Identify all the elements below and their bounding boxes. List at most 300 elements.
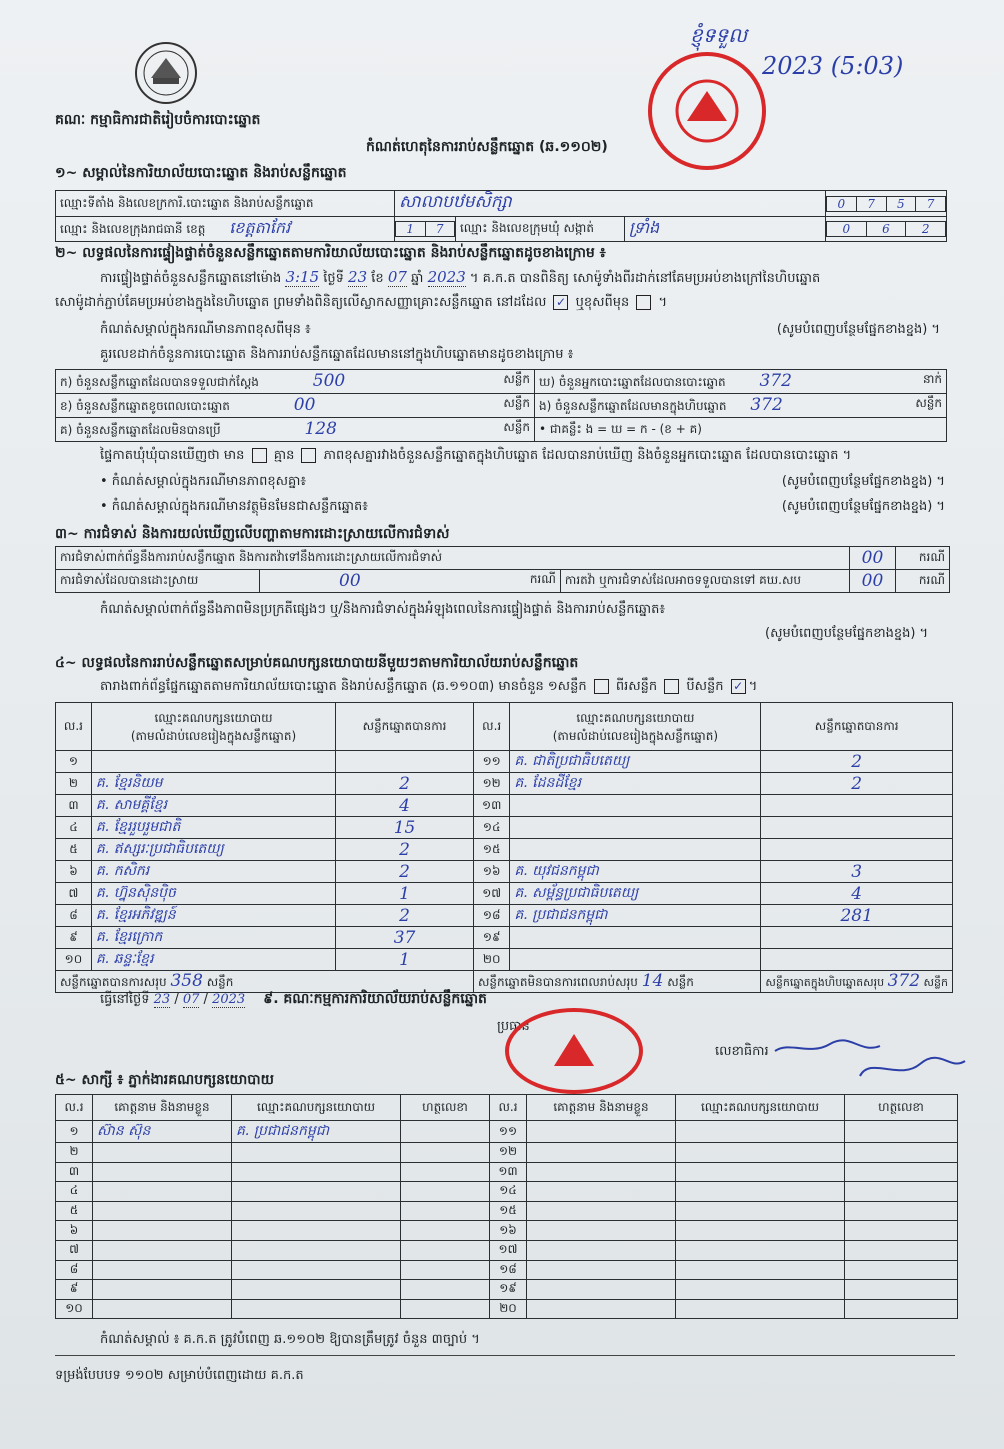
party-name: គ. ឆន្ទៈខ្មែរ <box>91 949 335 971</box>
table-row <box>56 883 953 905</box>
witness-col-party-right: ឈ្មោះគណបក្សនយោបាយ <box>676 1095 845 1121</box>
one-sheet-checkbox[interactable] <box>594 679 609 694</box>
witness-party <box>676 1182 845 1202</box>
location-label: ឈ្មោះទីតាំង និងលេខក្រការិ.បោះឆ្នោត និងរាប់សន្លឹកឆ្នោត <box>56 191 395 217</box>
witness-party <box>232 1201 401 1221</box>
location-value: សាលាបឋមសិក្សា <box>395 191 826 217</box>
witness-no: ៣ <box>56 1162 93 1182</box>
witness-signature <box>401 1240 490 1260</box>
witness-name <box>93 1240 232 1260</box>
witness-col-sign-right: ហត្ថលេខា <box>845 1095 958 1121</box>
witness-col-sign: ហត្ថលេខា <box>401 1095 490 1121</box>
party-no: ២០ <box>473 949 509 971</box>
witness-note: កំណត់សម្គាល់ ៖ គ.ក.ត ត្រូវបំពេញ ឆ.១១០២ ឱ្យបានត្រឹមត្រូវ ចំនួន ៣ច្បាប់ ។ <box>100 1332 480 1347</box>
table-row <box>56 949 953 971</box>
irregularity-note: កំណត់សម្គាល់ពាក់ព័ន្ធនឹងភាពមិនប្រក្រតីផ្សេងៗ ឬ/និងការជំទាស់ក្នុងអំឡុងពេលនៃការផ្ទៀងផ្ទាត់ និងការរាប់សន្លឹកឆ្នោត៖ <box>100 602 666 617</box>
total-invalid-value: 14 <box>641 971 664 991</box>
ballot-row-label: ខ) ចំនួនសន្លឹកឆ្នោតខូចពេលបោះឆ្នោត <box>60 399 230 413</box>
party-votes <box>761 927 953 949</box>
witness-party <box>676 1201 845 1221</box>
secretary-label: លេខាធិការ <box>715 1044 769 1059</box>
ballot-row-value2: 372 <box>750 395 783 415</box>
witness-no: ១៦ <box>490 1221 527 1241</box>
party-results-table <box>55 702 953 993</box>
party-name <box>510 839 761 861</box>
party-votes <box>761 795 953 817</box>
witness-signature <box>845 1201 958 1221</box>
nec-logo-icon <box>133 40 199 106</box>
discrepancy-no-checkbox[interactable] <box>301 448 316 463</box>
bullet-foreign-label: • កំណត់សម្គាល់ក្នុងករណីមានវត្ថុមិនមែនជាសន្លឹកឆ្នោត៖ <box>100 499 368 514</box>
witness-signature <box>845 1299 958 1319</box>
ballot-row-value: 500 <box>312 371 346 391</box>
witness-party <box>232 1162 401 1182</box>
commune-code-digit: 6 <box>866 222 906 237</box>
party-no: ៧ <box>56 883 92 905</box>
col-no-right: ល.រ <box>473 703 509 751</box>
witness-col-name-right: គោត្តនាម និងនាមខ្លួន <box>527 1095 676 1121</box>
verification-line <box>100 270 820 286</box>
party-no: ៥ <box>56 839 92 861</box>
witness-party <box>232 1299 401 1319</box>
different-checkbox[interactable] <box>636 295 651 310</box>
witness-no: ២០ <box>490 1299 527 1319</box>
party-votes: 1 <box>336 883 474 905</box>
ballot-formula: • ជាគន្លឹះ ង = ឃ = ក - (ខ + គ) <box>535 418 947 442</box>
col-party-title-right: ឈ្មោះគណបក្សនយោបាយ <box>576 710 695 725</box>
two-sheet-label: ពីរសន្លឹក <box>615 679 658 694</box>
ballot-row-unit: សន្លឹក <box>503 420 530 434</box>
witness-col-party: ឈ្មោះគណបក្សនយោបាយ <box>232 1095 401 1121</box>
witness-signature <box>845 1240 958 1260</box>
discrepancy-text: ផ្ទៃកាតឃុំឃុំបានឃើញថា មាន <box>100 448 245 463</box>
witness-name <box>527 1143 676 1163</box>
witness-signature <box>401 1121 490 1143</box>
province-label-text: ឈ្មោះ និងលេខក្រុងរាជធានី ខេត្ត <box>60 222 206 236</box>
stamp-emblem-icon <box>672 76 742 146</box>
complaints-value: 00 <box>849 547 895 570</box>
witness-no: ៧ <box>56 1240 93 1260</box>
province-code-digit: 7 <box>425 222 455 237</box>
ballot-row-unit2: នាក់ <box>922 372 942 386</box>
resolved-label: ការជំទាស់ដែលបានដោះស្រាយ <box>56 570 260 593</box>
witness-name <box>527 1280 676 1300</box>
signing-day: 23 <box>153 992 171 1007</box>
witness-no: ២ <box>56 1143 93 1163</box>
location-code-digit: 0 <box>827 196 857 211</box>
party-name: គ. ហ្វ៊ុនស៊ិនប៉ិច <box>91 883 335 905</box>
party-votes: 2 <box>336 861 474 883</box>
difference-note-label: កំណត់សម្គាល់ក្នុងករណីមានភាពខុសពីមុន ៖ <box>100 322 311 337</box>
party-name: គ. ខ្មែរអភិវឌ្ឍន៍ <box>91 905 335 927</box>
witness-party <box>232 1143 401 1163</box>
table-row <box>56 839 953 861</box>
witness-no: ៥ <box>56 1201 93 1221</box>
ballot-row-unit2: សន្លឹក <box>915 396 942 410</box>
day-label: ថ្ងៃទី <box>323 271 344 286</box>
witness-name <box>93 1260 232 1280</box>
table-row <box>56 795 953 817</box>
irregularity-note-suffix: (សូមបំពេញបន្ថែមផ្នែកខាងខ្នង) ។ <box>765 626 929 641</box>
table-row <box>56 1143 958 1163</box>
table-row <box>56 751 953 773</box>
commune-code-digit: 2 <box>906 222 946 237</box>
witness-party <box>676 1143 845 1163</box>
total-valid <box>56 971 474 993</box>
org-name: គណៈ កម្មាធិការជាតិរៀបចំការបោះឆ្នោត <box>55 112 261 128</box>
col-party <box>91 703 335 751</box>
month-label: ខែ <box>371 271 384 286</box>
witness-signature <box>401 1221 490 1241</box>
received-time: 2023 (5:03) <box>762 52 904 80</box>
form-footer: ទម្រង់បែបបទ ១១០២ សម្រាប់បំពេញដោយ គ.ក.ត <box>55 1368 304 1383</box>
discrepancy-tail: ភាពខុសគ្នារវាងចំនួនសន្លឹកឆ្នោតក្នុងហិបឆ្នោត ដែលបានរាប់ឃើញ និងចំនួនអ្នកបោះឆ្នោត ដែលបានបោះឆ្នោត ។ <box>323 448 852 463</box>
table-row <box>56 1280 958 1300</box>
party-votes: 37 <box>336 927 474 949</box>
verification-text-b: ។ គ.ក.ត បានពិនិត្យ សោម៉ូទាំងពីរដាក់នៅគែមប្រអប់ខាងក្រៅនៃហិបឆ្នោត <box>469 271 821 286</box>
witness-name <box>93 1299 232 1319</box>
location-code-digit: 7 <box>856 196 886 211</box>
witness-no: ១៧ <box>490 1240 527 1260</box>
witness-party <box>232 1240 401 1260</box>
resolved-unit: ករណី <box>529 572 556 586</box>
resolved-value: 00 <box>339 571 361 591</box>
party-votes <box>336 751 474 773</box>
party-no: ១៦ <box>473 861 509 883</box>
party-no: ១៤ <box>473 817 509 839</box>
party-votes: 4 <box>336 795 474 817</box>
party-no: ៣ <box>56 795 92 817</box>
ballot-row-unit: សន្លឹក <box>503 372 530 386</box>
bullet-foreign-suffix: (សូមបំពេញបន្ថែមផ្នែកខាងខ្នង) ។ <box>781 499 945 514</box>
form-title: កំណត់ហេតុនៃការរាប់សន្លឹកឆ្នោត (ឆ.១១០២) <box>366 139 608 155</box>
section4-heading: ៤~ លទ្ធផលនៃការរាប់សន្លឹកឆ្នោតសម្រាប់គណបក្សនយោបាយនីមួយៗតាមការិយាល័យរាប់សន្លឹកឆ្នោត <box>55 655 579 671</box>
witness-name <box>527 1121 676 1143</box>
party-name: គ. ខ្មែរនិយម <box>91 773 335 795</box>
witness-name <box>527 1240 676 1260</box>
col-votes-right: សន្លឹកឆ្នោតបានការ <box>761 703 953 751</box>
witness-no: ១៣ <box>490 1162 527 1182</box>
party-votes <box>761 949 953 971</box>
witness-col-no-right: ល.រ <box>490 1095 527 1121</box>
province-label <box>56 217 395 242</box>
party-votes: 2 <box>336 839 474 861</box>
ballot-row-label2: ឃ) ចំនួនអ្នកបោះឆ្នោតដែលបានបោះឆ្នោត <box>539 375 726 389</box>
section3-heading: ៣~ ការជំទាស់ និងការយល់ឃើញលើបញ្ហាតាមការដោះស្រាយលើការជំទាស់ <box>55 526 450 542</box>
ballot-row-label: ក) ចំនួនសន្លឹកឆ្នោតដែលបានទទួលជាក់ស្តែង <box>60 375 259 389</box>
witness-party <box>676 1240 845 1260</box>
witness-party <box>232 1182 401 1202</box>
table-row <box>56 861 953 883</box>
witness-signature <box>845 1221 958 1241</box>
party-name: គ. ខ្មែរក្រោក <box>91 927 335 949</box>
ballot-row-value: 00 <box>293 395 316 415</box>
section2-heading: ២~ លទ្ធផលនៃការផ្ទៀងផ្ទាត់ចំនួនសន្លឹកឆ្នោតតាមការិយាល័យបោះឆ្នោត និងរាប់សន្លឹកឆ្នោតដូចខាងក្រោម ៖ <box>55 245 606 261</box>
party-no: ១១ <box>473 751 509 773</box>
appeal-value: 00 <box>849 570 895 593</box>
signing-date: ធ្វើនៅថ្ងៃទី 23 / 07 / 2023 ៩. គណៈកម្មការការិយាល័យរាប់សន្លឹកឆ្នោត <box>100 991 487 1007</box>
verification-text: ការផ្ទៀងផ្ទាត់ចំនួនសន្លឹកឆ្នោតនៅម៉ោង <box>100 271 282 286</box>
party-no: ១៨ <box>473 905 509 927</box>
bullet-difference-suffix: (សូមបំពេញបន្ថែមផ្នែកខាងខ្នង) ។ <box>781 474 945 489</box>
witness-no: ១៥ <box>490 1201 527 1221</box>
party-votes <box>761 817 953 839</box>
complaints-unit: ករណី <box>896 547 950 570</box>
party-votes: 281 <box>761 905 953 927</box>
party-no: ៩ <box>56 927 92 949</box>
ballot-count-intro: គួរលេខដាក់ចំនួនការបោះឆ្នោត និងការរាប់សន្លឹកឆ្នោតដែលមាននៅក្នុងហិបឆ្នោតមានដូចខាងក្រោម ៖ <box>100 347 574 362</box>
discrepancy-line <box>100 448 851 463</box>
commune-label: ឈ្មោះ និងលេខក្រុមឃុំ សង្កាត់ <box>456 217 625 242</box>
witness-party <box>676 1299 845 1319</box>
bullet-difference <box>100 474 945 489</box>
party-no: ១០ <box>56 949 92 971</box>
witness-party <box>676 1162 845 1182</box>
party-votes: 15 <box>336 817 474 839</box>
witness-no: ១ <box>56 1121 93 1143</box>
ballot-row-value: 128 <box>304 419 337 439</box>
party-votes: 2 <box>336 905 474 927</box>
total-box-unit: សន្លឹក <box>923 976 948 989</box>
section1-table <box>55 190 947 242</box>
party-name: គ. ជាតិប្រជាធិបតេយ្យ <box>510 751 761 773</box>
witness-name <box>527 1260 676 1280</box>
witness-party <box>232 1280 401 1300</box>
location-code-digit: 5 <box>886 196 916 211</box>
witness-name <box>527 1182 676 1202</box>
witness-signature <box>845 1182 958 1202</box>
party-name <box>510 795 761 817</box>
party-no: ៨ <box>56 905 92 927</box>
party-name: គ. ដែនដីខ្មែរ <box>510 773 761 795</box>
ballot-row-received <box>56 370 535 394</box>
party-no: ៦ <box>56 861 92 883</box>
witness-name <box>527 1299 676 1319</box>
party-name: គ. ឥស្សរៈប្រជាធិបតេយ្យ <box>91 839 335 861</box>
witness-signature <box>845 1280 958 1300</box>
seal-text: សោម៉ូដាក់ភ្ជាប់គែមប្រអប់ខាងក្នុងនៃហិបឆ្នោត ព្រមទាំងពិនិត្យលើស្លាកសញ្ញាគ្រោះសន្លឹកឆ្នោត នៅដដែល <box>55 295 547 310</box>
party-name: គ. ខ្មែររួបរួមជាតិ <box>91 817 335 839</box>
verification-month: 07 <box>387 268 407 286</box>
table-row <box>56 773 953 795</box>
signing-date-label: ធ្វើនៅថ្ងៃទី <box>100 992 150 1007</box>
appeal-unit: ករណី <box>896 570 950 593</box>
witness-signature <box>401 1280 490 1300</box>
party-no: ១៥ <box>473 839 509 861</box>
party-no: ១ <box>56 751 92 773</box>
official-stamp-bottom <box>505 1008 643 1094</box>
commune-code-digit: 0 <box>827 222 867 237</box>
party-name <box>510 817 761 839</box>
witness-no: ៦ <box>56 1221 93 1241</box>
witness-no: ១២ <box>490 1143 527 1163</box>
witness-party <box>676 1221 845 1241</box>
secretary-signature <box>770 1036 970 1086</box>
witness-name <box>93 1221 232 1241</box>
witness-party <box>676 1280 845 1300</box>
table-row <box>56 1162 958 1182</box>
total-valid-unit: សន្លឹក <box>206 975 234 989</box>
witness-signature <box>845 1260 958 1280</box>
complaints-table <box>55 546 950 593</box>
witness-no: ១៨ <box>490 1260 527 1280</box>
seal-line: សោម៉ូដាក់ភ្ជាប់គែមប្រអប់ខាងក្នុងនៃហិបឆ្នោត ព្រមទាំងពិនិត្យលើស្លាកសញ្ញាគ្រោះសន្លឹកឆ្នោត នៅដដែល ✓ ឬខុសពីមុន ។ <box>55 295 668 310</box>
official-stamp-top <box>648 52 766 170</box>
total-invalid-label: សន្លឹកឆ្នោតមិនបានការពេលរាប់សរុប <box>477 975 638 989</box>
sheet-count-text: តារាងពាក់ព័ន្ធផ្នែកឆ្នោតតាមការិយាល័យបោះឆ្នោត និងរាប់សន្លឹកឆ្នោត (ឆ.១១០៣) មានចំនួន ១សន្លឹក <box>100 679 587 694</box>
total-box-label: សន្លឹកឆ្នោតក្នុងហិបឆ្នោតសរុប <box>765 976 885 989</box>
witness-col-no: ល.រ <box>56 1095 93 1121</box>
witness-signature <box>401 1260 490 1280</box>
party-no: ១៩ <box>473 927 509 949</box>
witness-table <box>55 1094 958 1319</box>
party-no: ១២ <box>473 773 509 795</box>
party-votes: 2 <box>336 773 474 795</box>
verification-day: 23 <box>348 268 368 286</box>
table-row <box>56 1121 958 1143</box>
witness-name <box>93 1143 232 1163</box>
witness-name <box>527 1162 676 1182</box>
witness-no: ១០ <box>56 1299 93 1319</box>
witness-no: ៩ <box>56 1280 93 1300</box>
col-no: ល.រ <box>56 703 92 751</box>
stamp-emblem-icon <box>544 1026 604 1076</box>
appeal-label: ការតវ៉ា ឬការជំទាស់ដែលអាចទទួលបានទៅ គឃ.សប <box>560 570 849 593</box>
table-row <box>56 927 953 949</box>
party-votes: 1 <box>336 949 474 971</box>
party-name <box>510 927 761 949</box>
col-votes: សន្លឹកឆ្នោតបានការ <box>336 703 474 751</box>
received-note: ខ្ញុំទទួល <box>690 23 748 47</box>
witness-party <box>676 1260 845 1280</box>
col-party-sub: (តាមលំដាប់លេខរៀងក្នុងសន្លឹកឆ្នោត) <box>130 728 297 743</box>
table-row <box>56 905 953 927</box>
witness-no: ១៩ <box>490 1280 527 1300</box>
table-row <box>56 1201 958 1221</box>
chair-label: ប្រធាន <box>497 1019 530 1034</box>
party-no: ២ <box>56 773 92 795</box>
ballot-row-label: គ) ចំនួនសន្លឹកឆ្នោតដែលមិនបានប្រើ <box>60 423 221 437</box>
ballot-count-table <box>55 369 947 442</box>
ballot-row-value2: 372 <box>759 371 792 391</box>
verification-year: 2023 <box>427 268 466 286</box>
difference-note-suffix: (សូមបំពេញបន្ថែមផ្នែកខាងខ្នង) ។ <box>776 322 940 337</box>
ballot-row-unused <box>56 418 535 442</box>
different-label: ឬខុសពីមុន <box>575 295 630 310</box>
footer-divider <box>55 1355 955 1356</box>
witness-signature <box>401 1182 490 1202</box>
year-label: ឆ្នាំ <box>411 271 424 286</box>
witness-signature <box>845 1162 958 1182</box>
province-code-digit: 1 <box>396 222 426 237</box>
two-sheet-checkbox[interactable] <box>664 679 679 694</box>
witness-party <box>232 1260 401 1280</box>
table-row <box>56 1182 958 1202</box>
table-row <box>56 1240 958 1260</box>
party-name: គ. យុវជនកម្ពុជា <box>510 861 761 883</box>
table-row <box>56 1260 958 1280</box>
witness-party <box>232 1221 401 1241</box>
witness-no: ១៤ <box>490 1182 527 1202</box>
province-value: ខេត្តតាកែវ <box>229 218 291 237</box>
total-box-value: 372 <box>887 971 921 991</box>
witness-signature <box>401 1201 490 1221</box>
three-sheet-checkbox[interactable]: ✓ <box>731 679 746 694</box>
party-name <box>91 751 335 773</box>
party-votes <box>761 839 953 861</box>
witness-no: ៤ <box>56 1182 93 1202</box>
party-no: ១៧ <box>473 883 509 905</box>
same-checkbox[interactable]: ✓ <box>553 295 568 310</box>
total-invalid <box>473 971 760 993</box>
witness-name: ស៊ាន ស៊ុន <box>93 1121 232 1143</box>
party-votes: 2 <box>761 751 953 773</box>
bullet-difference-label: • កំណត់សម្គាល់ក្នុងករណីមានភាពខុសគ្នា៖ <box>100 474 307 489</box>
resolved-cell <box>260 570 561 593</box>
witness-signature <box>401 1299 490 1319</box>
party-name: គ. កសិករ <box>91 861 335 883</box>
witness-signature <box>845 1121 958 1143</box>
witness-no: ១១ <box>490 1121 527 1143</box>
three-sheet-label: បីសន្លឹក <box>686 679 724 694</box>
location-code-digit: 7 <box>916 196 946 211</box>
witness-name <box>93 1280 232 1300</box>
discrepancy-yes-checkbox[interactable] <box>252 448 267 463</box>
committee-title: ៩. គណៈកម្មការការិយាល័យរាប់សន្លឹកឆ្នោត <box>263 991 487 1007</box>
ballot-row-label2: ង) ចំនួនសន្លឹកឆ្នោតដែលមានក្នុងហិបឆ្នោត <box>539 399 727 413</box>
party-name <box>510 949 761 971</box>
sheet-count-line: តារាងពាក់ព័ន្ធផ្នែកឆ្នោតតាមការិយាល័យបោះឆ្នោត និងរាប់សន្លឹកឆ្នោត (ឆ.១១០៣) មានចំនួន ១សន្លឹក ពីរសន្លឹក បីសន្លឹក ✓ ។ <box>100 679 758 694</box>
party-votes: 4 <box>761 883 953 905</box>
party-no: ១៣ <box>473 795 509 817</box>
bullet-foreign <box>100 499 945 514</box>
witness-signature <box>845 1143 958 1163</box>
ballot-row-unit: សន្លឹក <box>503 396 530 410</box>
witness-no: ៨ <box>56 1260 93 1280</box>
section1-heading: ១~ សម្គាល់នៃការិយាល័យបោះឆ្នោត និងរាប់សន្លឹកឆ្នោត <box>55 165 347 181</box>
section5-heading: ៥~ សាក្សី ៖ ភ្នាក់ងារគណបក្សនយោបាយ <box>55 1072 274 1088</box>
party-votes: 2 <box>761 773 953 795</box>
witness-name <box>527 1221 676 1241</box>
witness-name <box>93 1201 232 1221</box>
complaints-label: ការជំទាស់ពាក់ព័ន្ធនឹងការរាប់សន្លឹកឆ្នោត និងការតវ៉ាទៅនឹងការដោះស្រាយលើការជំទាស់ <box>56 547 850 570</box>
total-invalid-unit: សន្លឹក <box>667 975 694 989</box>
witness-col-name: គោត្តនាម និងនាមខ្លួន <box>93 1095 232 1121</box>
ballot-row-spoiled <box>56 394 535 418</box>
witness-party <box>676 1121 845 1143</box>
ballot-row-in-box <box>535 394 947 418</box>
witness-party: គ. ប្រជាជនកម្ពុជា <box>232 1121 401 1143</box>
total-valid-value: 358 <box>170 971 203 991</box>
party-no: ៤ <box>56 817 92 839</box>
total-valid-label: សន្លឹកឆ្នោតបានការសរុប <box>60 975 167 989</box>
witness-name <box>93 1182 232 1202</box>
col-party-sub-right: (តាមលំដាប់លេខរៀងក្នុងសន្លឹកឆ្នោត) <box>552 728 719 743</box>
ballot-row-voters <box>535 370 947 394</box>
party-name: គ. សម្ព័ន្ធប្រជាធិបតេយ្យ <box>510 883 761 905</box>
verification-time: 3:15 <box>285 268 320 286</box>
witness-signature <box>401 1162 490 1182</box>
party-votes: 3 <box>761 861 953 883</box>
party-name: គ. ប្រជាជនកម្ពុជា <box>510 905 761 927</box>
col-party-right <box>510 703 761 751</box>
witness-name <box>93 1162 232 1182</box>
table-row <box>56 1221 958 1241</box>
table-row <box>56 1299 958 1319</box>
table-row <box>56 817 953 839</box>
discrepancy-no-label: គ្មាន <box>273 448 295 463</box>
signing-year: 2023 <box>212 992 246 1007</box>
